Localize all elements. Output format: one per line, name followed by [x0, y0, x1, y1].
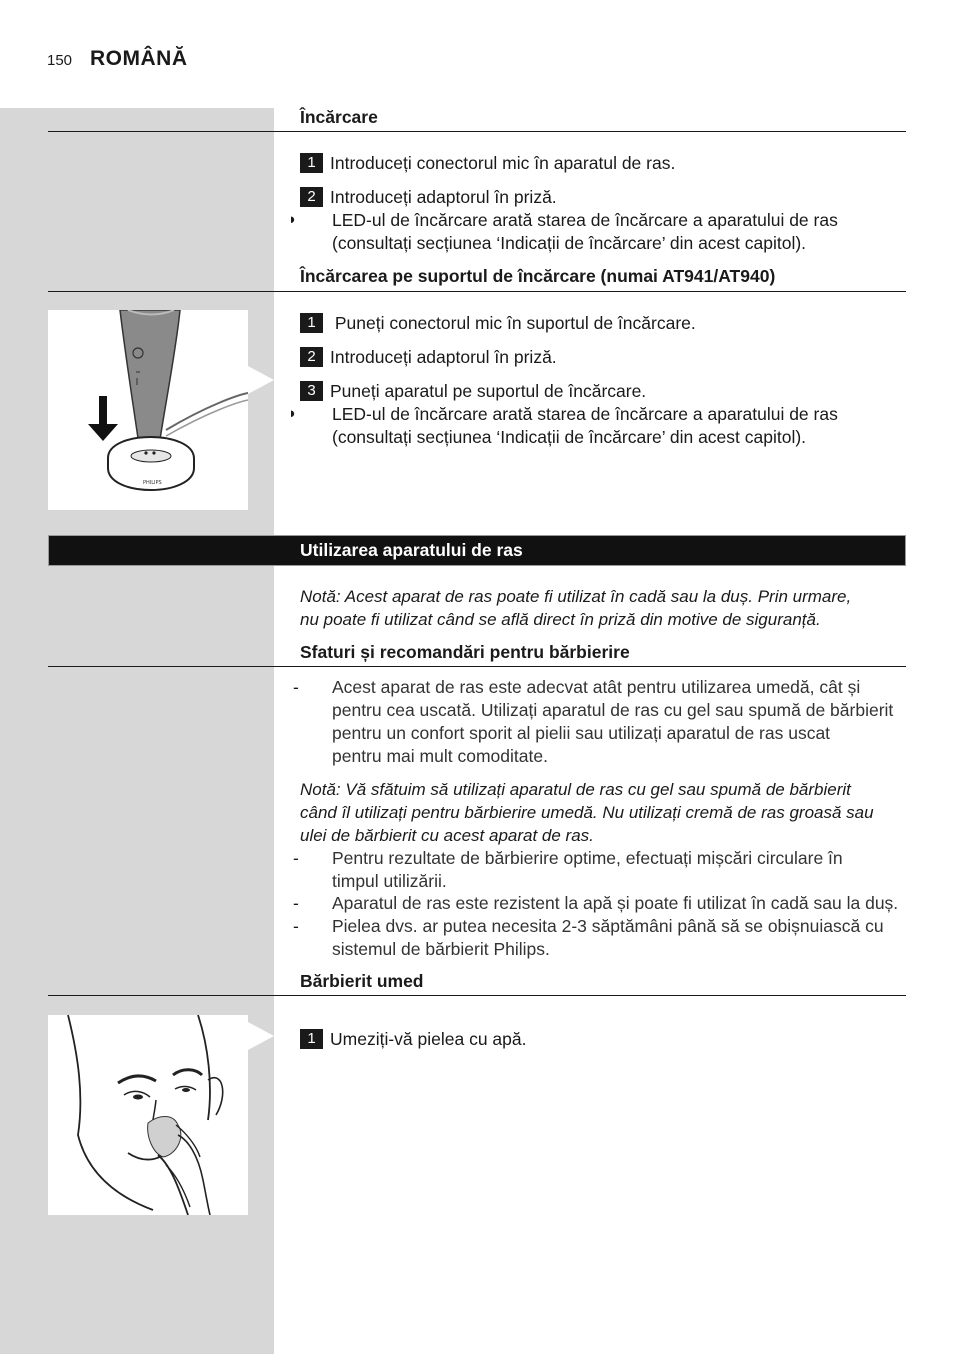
page-number: 150 [47, 52, 73, 69]
wet-shaving-heading: Bărbierit umed [300, 971, 424, 991]
svg-text:PHILIPS: PHILIPS [143, 480, 162, 486]
tip-item-2: Pentru rezultate de bărbierire optime, efectuați mișcări circulare în timpul utilizării. [332, 848, 843, 891]
step-text: Introduceți adaptorul în priză. [330, 347, 557, 367]
callout-pointer [248, 1022, 274, 1050]
tip-item-1: Acest aparat de ras este adecvat atât pentru utilizarea umedă, cât și pentru cea uscată. Utilizați aparatul de ras cu gel sau spumă de bărbierit pentru un confort sporit al pielii sau utilizați aparatul de ras uscat pentru mai mult comoditate. [332, 677, 894, 766]
tips-note: Notă: Vă sfătuim să utilizați aparatul de ras cu gel sau spumă de bărbierit când îl utilizați pentru bărbierire umedă. Nu utilizați cremă de ras groasă sau ulei de bărbierit cu acest aparat de ras. [300, 780, 874, 845]
safety-note: Notă: Acest aparat de ras poate fi utilizat în cadă sau la duș. Prin urmare, nu poate fi utilizat când se află direct în priză din motive de siguranță. [300, 587, 852, 629]
tip-item-3: Aparatul de ras este rezistent la apă și poate fi utilizat în cadă sau la duș. [332, 893, 899, 913]
step-number: 2 [300, 347, 323, 367]
wet-face-illustration [48, 1015, 248, 1215]
stand-charging-heading: Încărcarea pe suportul de încărcare (numai AT941/AT940) [300, 266, 776, 286]
step-number: 1 [300, 153, 323, 173]
stand-step-2 [300, 346, 557, 369]
divider [48, 995, 906, 996]
charging-heading: Încărcare [300, 107, 378, 127]
tips-heading: Sfaturi și recomandări pentru bărbierire [300, 642, 630, 662]
section-title: Utilizarea aparatului de ras [300, 540, 523, 560]
language-heading: ROMÂNĂ [90, 47, 188, 70]
charging-step-1 [300, 152, 675, 175]
list-dash: - [293, 916, 299, 936]
step-text: Introduceți adaptorul în priză. [330, 187, 557, 207]
divider [48, 131, 906, 132]
list-dash: - [293, 677, 299, 697]
step-text: Puneți aparatul pe suportul de încărcare. [330, 381, 647, 401]
divider [48, 666, 906, 667]
divider [48, 291, 906, 292]
list-dash: - [293, 848, 299, 868]
step-number: 1 [300, 313, 323, 333]
charging-step-2 [300, 186, 557, 209]
result-bullet-icon: ◗ [288, 211, 298, 228]
step-text: Puneți conectorul mic în suportul de încărcare. [330, 313, 696, 333]
step-number: 3 [300, 381, 323, 401]
tip-item-4: Pielea dvs. ar putea necesita 2-3 săptămâni până să se obișnuiască cu sistemul de bărbierit Philips. [332, 916, 884, 959]
step-text: Introduceți conectorul mic în aparatul de ras. [330, 153, 676, 173]
shaver-on-stand-illustration [48, 310, 248, 510]
step-text: Umeziți-vă pielea cu apă. [330, 1029, 527, 1049]
list-dash: - [293, 893, 299, 913]
stand-step-1 [300, 312, 696, 335]
stand-result: LED-ul de încărcare arată starea de încărcare a aparatului de ras (consultați secțiunea ‘Indicații de încărcare’ din acest capitol). [332, 404, 838, 447]
wet-step-1 [300, 1028, 526, 1051]
callout-pointer [248, 366, 274, 394]
result-bullet-icon: ◗ [288, 405, 298, 422]
step-number: 1 [300, 1029, 323, 1049]
charging-result: LED-ul de încărcare arată starea de încărcare a aparatului de ras (consultați secțiunea ‘Indicații de încărcare’ din acest capitol). [332, 210, 838, 253]
section-title-bar [48, 535, 906, 566]
step-number: 2 [300, 187, 323, 207]
stand-step-3 [300, 380, 646, 403]
